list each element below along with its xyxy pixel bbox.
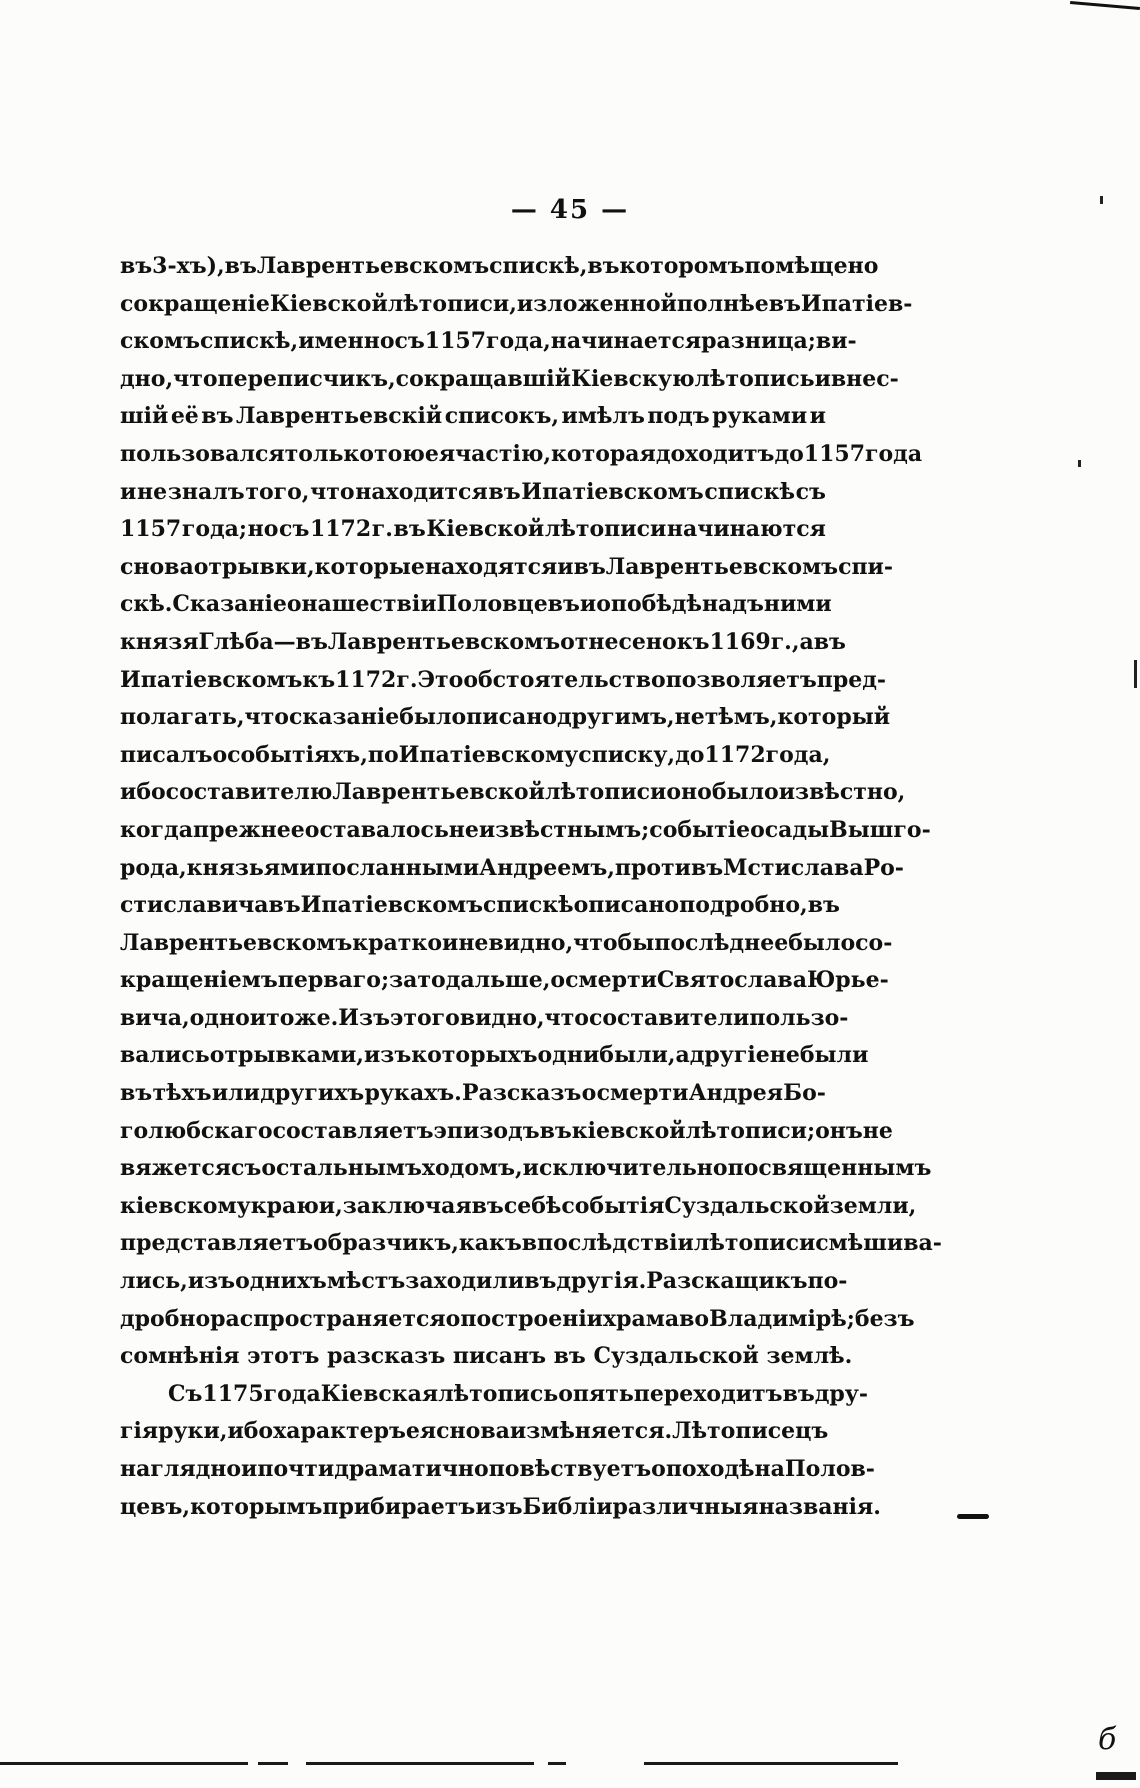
page-number: — 45 — (510, 195, 630, 225)
text-line: голюбскаго составляетъ эпизодъ въ кіевской лѣтописи; онъ не (120, 1117, 893, 1144)
text-line: пользовался только тою ея частію, которая доходитъ до 1157 года (120, 440, 923, 467)
scan-speck (1100, 196, 1103, 204)
text-line: лись, изъ однихъ мѣстъ заходили въ другія. Разскащикъ по- (120, 1268, 848, 1295)
text-line: полагать, что сказаніе было писано другимъ, не тѣмъ, который (120, 704, 891, 731)
text-line: ибо составителю Лаврентьевской лѣтописи оно было извѣстно, (120, 779, 906, 806)
text-line: Лаврентьевскомъ кратко и не видно, чтобы послѣднее было со- (120, 929, 893, 956)
scan-speck (1078, 460, 1081, 467)
scan-dash (957, 1514, 989, 1519)
scan-bottom-rule (548, 1762, 566, 1765)
text-line: вяжется съ остальнымъ ходомъ, исключительно посвященнымъ (120, 1155, 932, 1182)
text-line: Съ 1175 года Кіевская лѣтопись опять переходитъ въ дру- (168, 1380, 868, 1407)
body-text (120, 248, 942, 1526)
scan-bottom-rule (306, 1762, 534, 1765)
text-line: наглядно и почти драматично повѣствуетъ о походѣ на Полов- (120, 1456, 875, 1482)
scan-corner-mark (1070, 0, 1140, 18)
text-line: рода, князьями посланными Андреемъ, противъ Мстислава Ро- (120, 854, 904, 881)
text-line: шій её въ Лаврентьевскій списокъ, имѣлъ подъ руками и (120, 403, 826, 430)
text-line: въ 3-хъ), въ Лаврентьевскомъ спискѣ, въ которомъ помѣщено (120, 253, 879, 279)
scan-bottom-rule (644, 1762, 898, 1765)
text-line: дно, что переписчикъ, сокращавшій Кіевскую лѣтопись и внес- (120, 365, 899, 392)
text-line: дробно распространяется о построеніи храма во Владимірѣ; безъ (120, 1305, 915, 1332)
text-line: сокращеніе Кіевской лѣтописи, изложенной полнѣе въ Ипатіев- (120, 290, 913, 317)
text-line: и не зналъ того, что находится въ Ипатіевскомъ спискѣ съ (120, 478, 826, 505)
text-line: скомъ спискѣ, именно съ 1157 года, начинается разница; ви- (120, 328, 857, 355)
text-line: сомнѣнія этотъ разсказъ писанъ въ Суздальской землѣ. (120, 1343, 853, 1370)
text-line: скѣ. Сказаніе о нашествіи Половцевъ и о побѣдѣ надъ ними (120, 591, 832, 618)
scan-bottom-rule (0, 1762, 248, 1765)
text-line: снова отрывки, которые находятся и въ Лаврентьевскомъ спи- (120, 553, 894, 580)
text-line: вича, одно и тоже. Изъ этого видно, что составители пользо- (120, 1004, 849, 1031)
text-line: цевъ, которымъ прибираетъ изъ Библіи различныя названія. (120, 1493, 881, 1520)
text-line: писалъ о событіяхъ, по Ипатіевскому списку, до 1172 года, (120, 741, 831, 768)
text-line: когда прежнее оставалось неизвѣстнымъ; событіе осады Вышго- (120, 816, 931, 843)
text-line: 1157 года; но съ 1172 г. въ Кіевской лѣтописи начинаются (120, 516, 826, 543)
scan-bottom-rule (258, 1762, 288, 1765)
text-line: представляетъ образчикъ, какъ впослѣдствіи лѣтописи смѣшива- (120, 1230, 942, 1257)
text-line: кіевскому краю и, заключая въ себѣ событія Суздальской земли, (120, 1192, 917, 1219)
text-line: стиславича въ Ипатіевскомъ спискѣ описано подробно, въ (120, 892, 840, 919)
scan-speck (1134, 660, 1137, 688)
text-line: гія руки, ибо характеръ ея снова измѣняется. Лѣтописецъ (120, 1418, 829, 1445)
text-line: вались отрывками, изъ которыхъ одни были, а другіе не были (120, 1042, 869, 1069)
text-line: кращеніемъ перваго; за то дальше, о смерти Святослава Юрье- (120, 967, 889, 994)
text-line: въ тѣхъ или другихъ рукахъ. Разсказъ о смерти Андрея Бо- (120, 1080, 826, 1107)
text-line: князя Глѣба — въ Лаврентьевскомъ отнесено къ 1169 г., а въ (120, 628, 846, 655)
text-line: Ипатіевскомъ къ 1172 г. Это обстоятельство позволяетъ пред- (120, 666, 887, 693)
margin-note: б (1098, 1722, 1117, 1757)
